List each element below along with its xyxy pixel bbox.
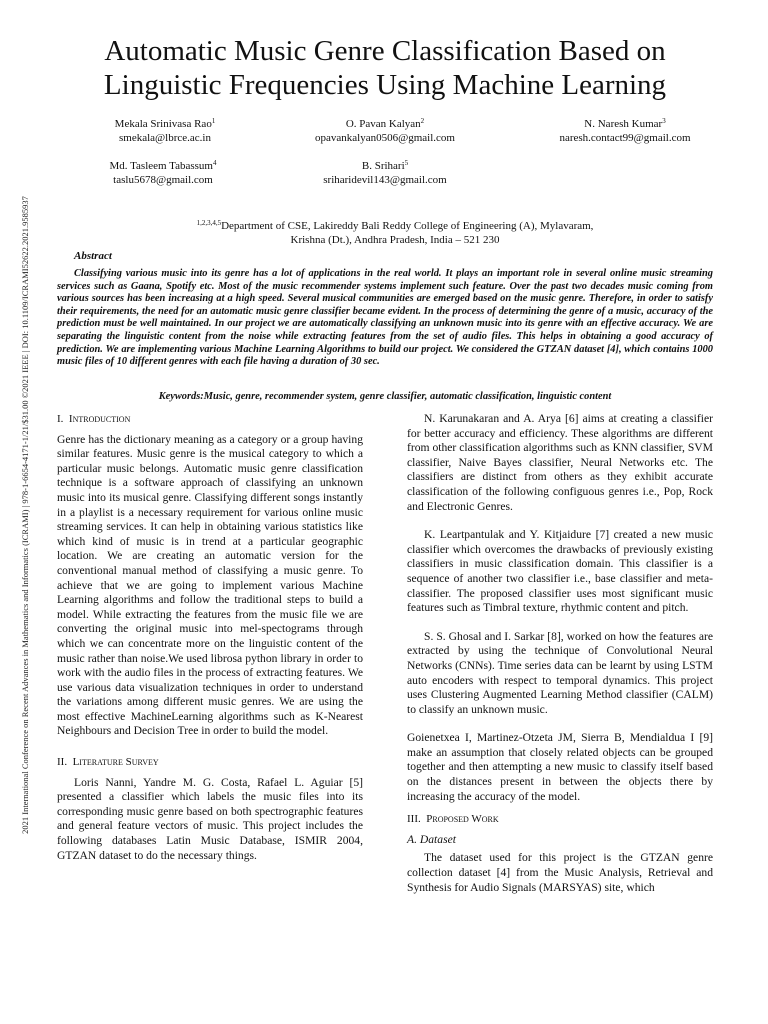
author-2 <box>300 117 470 145</box>
author-name: Md. Tasleem Tabassum$^4$ <box>109 159 217 172</box>
author-name: Mekala Srinivasa Rao$^1$ <box>114 117 216 130</box>
author-email: smekala@lbrce.ac.in <box>119 132 211 144</box>
affiliation: $^{1,2,3,4,5}$Department of CSE, Lakireddy Bali Reddy College of Engineering (A), Mylavaram, Krishna (Dt.), Andhra Pradesh, India – 521 230 <box>196 219 594 246</box>
right-column <box>407 412 713 895</box>
section-heading-introduction: I. Introduction <box>57 413 131 425</box>
keywords: Keywords:Music, genre, recommender system, genre classifier, automatic classification, linguistic content <box>158 391 612 402</box>
left-column <box>57 412 363 863</box>
author-name: O. Pavan Kalyan$^2$ <box>345 117 425 130</box>
author-4 <box>88 159 238 187</box>
paper-title: Automatic Music Genre Classification Based on Linguistic Frequencies Using Machine Learning <box>103 35 667 101</box>
subsection-heading-dataset: A. Dataset <box>407 832 456 846</box>
introduction-paragraph: Genre has the dictionary meaning as a category or a group having similar features. Music genre is the musical category to which a particular music belongs. Automatic music genre classification technique is a software approach of classifying an unknown music into its musical genre. Classifying different songs instantly in a playlist is a necessary requirement for various online music streaming services. It can help in obtaining various statistics like which kind of music is in trend at a particular geographic location. We are creating an automatic version for the conventional manual method of classifying a music genre. To achieve that we are going to implement various Machine Learning algorithms and follow the traditional steps to build a model. While extracting the features from the music file we are converting the original music into mel-spectograms through which we can concentrate more on the linguistic content of the music rather than noise.We used librosa python library in order to work with the audio files in the process of extracting features. We use various data visualization techniques in order to understand the variations among different music genres. We are using the most effective MachineLearning algorithms such as K-Nearest Neighbours and Decision Tree in order to build the model. <box>57 432 363 738</box>
conference-sidebar <box>6 150 30 880</box>
dataset-paragraph: The dataset used for this project is the GTZAN genre collection dataset [4] from the Music Analysis, Retrieval and Synthesis for Audio Signals (MARSYAS) site, which <box>407 851 713 894</box>
literature-paragraph-1: Loris Nanni, Yandre M. G. Costa, Rafael L. Aguiar [5] presented a classifier which labels the music files into its corresponding music genre based on both spectrographic features and general feature vectors of music. This project includes the following databases Latin Music Database, ISMIR 2004, GTZAN dataset to do the necessary things. <box>57 775 363 862</box>
abstract-text: Classifying various music into its genre has a lot of applications in the real world. It plays an important role in several online music streaming services such as Gaana, Spotify etc. Most of the music recommender systems implement such feature. Over the past two decades music coming from various sources has been increasing at a high speed. Several musical communities are emerged based on the music genre. Therefore, in order to satisfy their requirements, the need for an automatic music genre classifier became evident. In the process of determining the genre of a music, accuracy of the prediction must be well maintained. In our project we are automatically classifying an unknown music into its genre with an effective accuracy. We are separating the linguistic content from the noise while extracting features from the set of audio files. This helps in obtaining a good accuracy of prediction. We are implementing various Machine Learning Algorithms to build our project. We considered the GTZAN dataset [4], which contains 1000 music files of 10 different genres with each file having a duration of 30 sec. <box>57 268 713 368</box>
conference-sidebar-text: 2021 International Conference on Recent Advances in Mathematics and Informatics (ICRAMI) | 978-1-6654-4171-1/21/$31.00 ©2021 IEEE | DOI: 10.1109/ICRAMI52622.2021.9585937 <box>20 196 30 834</box>
author-email: sriharidevil143@gmail.com <box>323 174 447 186</box>
author-email: naresh.contact99@gmail.com <box>559 132 691 144</box>
literature-paragraph-5: Goienetxea I, Martinez-Otzeta JM, Sierra B, Mendialdua I [9] make an assumption that closely related objects can be grouped together and then attempting a new music to classify itself based on the distances present in between the objects there by increasing the accuracy of the model. <box>407 731 713 803</box>
literature-paragraph-4: S. S. Ghosal and I. Sarkar [8], worked on how the features are extracted by using the technique of Convolutional Neural Networks (CNNs). Time series data can be learnt by using LSTM auto encoders with respect to temporal dynamics. This project uses Clustering Augmented Learning Method classifier (CALM) to classify an unknown music. <box>407 629 713 716</box>
author-name: N. Naresh Kumar$^3$ <box>584 117 666 130</box>
author-1 <box>100 117 230 145</box>
section-heading-literature-survey: II. Literature Survey <box>57 756 159 769</box>
author-email: taslu5678@gmail.com <box>113 174 213 186</box>
author-5 <box>300 159 470 187</box>
literature-paragraph-2: N. Karunakaran and A. Arya [6] aims at creating a classifier for better accuracy and efficiency. These algorithms are different from other classification algorithms such as KNN classifier, SVM classifier, Naive Bayes classifier, Neural Networks etc. The classifiers are distinct from others as they exhibit accurate classification of the following configuous genres i.e., Pop, Rock and Electronic Genres. <box>407 412 713 513</box>
abstract-heading: Abstract <box>74 250 112 262</box>
author-3 <box>540 117 710 145</box>
literature-paragraph-3: K. Leartpantulak and Y. Kitjaidure [7] created a new music classifier which overcomes the drawbacks of previously existing classifiers in music classification domain. This classifier is a sequence of another two classifier i.e., base classifier and meta-classifier. The proposed classifier uses most significant music features such as Timbral texture, rhythmic content and pitch. <box>407 528 713 615</box>
author-email: opavankalyan0506@gmail.com <box>315 132 455 144</box>
author-name: B. Srihari$^5$ <box>361 159 409 172</box>
section-heading-proposed-work: III. Proposed Work <box>407 813 499 826</box>
